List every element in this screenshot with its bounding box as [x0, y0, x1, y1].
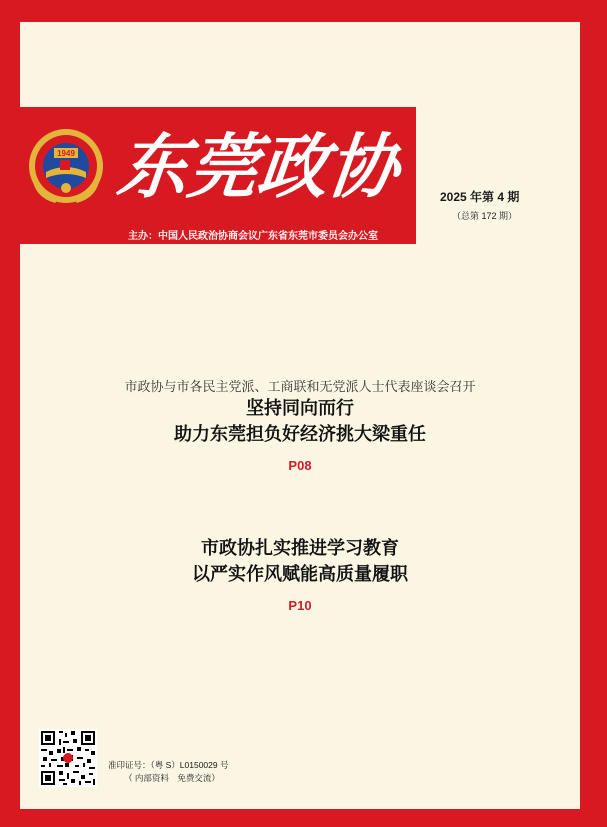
circulation-note: （ 内部资料 免费交流）	[124, 773, 220, 783]
cppcc-emblem-icon	[26, 126, 106, 206]
issue-total: （总第 172 期）	[452, 211, 518, 221]
story-2-headline-line-2: 以严实作风赋能高质量履职	[192, 564, 408, 585]
registration-number: 准印证号：（粤 S）L0150029 号	[108, 760, 229, 770]
story-1-kicker: 市政协与市各民主党派、工商联和无党派人士代表座谈会召开	[124, 379, 476, 394]
story-1-headline-line-2: 助力东莞担负好经济挑大梁重任	[174, 424, 426, 445]
sponsor-line: 主办：中国人民政治协商会议广东省东莞市委员会办公室	[128, 231, 378, 242]
magazine-title: 东莞政协	[113, 125, 403, 208]
story-1[interactable]	[20, 378, 580, 476]
emblem-year: 1949	[57, 149, 75, 158]
story-1-page-ref[interactable]: P08	[288, 458, 312, 473]
qr-code-icon[interactable]	[39, 729, 97, 787]
issue-number: 2025 年第 4 期	[440, 190, 520, 204]
story-2-headline-line-1: 市政协扎实推进学习教育	[201, 538, 399, 559]
story-1-headline-line-1: 坚持同向而行	[246, 398, 354, 419]
story-2-page-ref[interactable]: P10	[288, 598, 312, 613]
story-2[interactable]	[20, 536, 580, 616]
registration-info	[108, 759, 228, 785]
